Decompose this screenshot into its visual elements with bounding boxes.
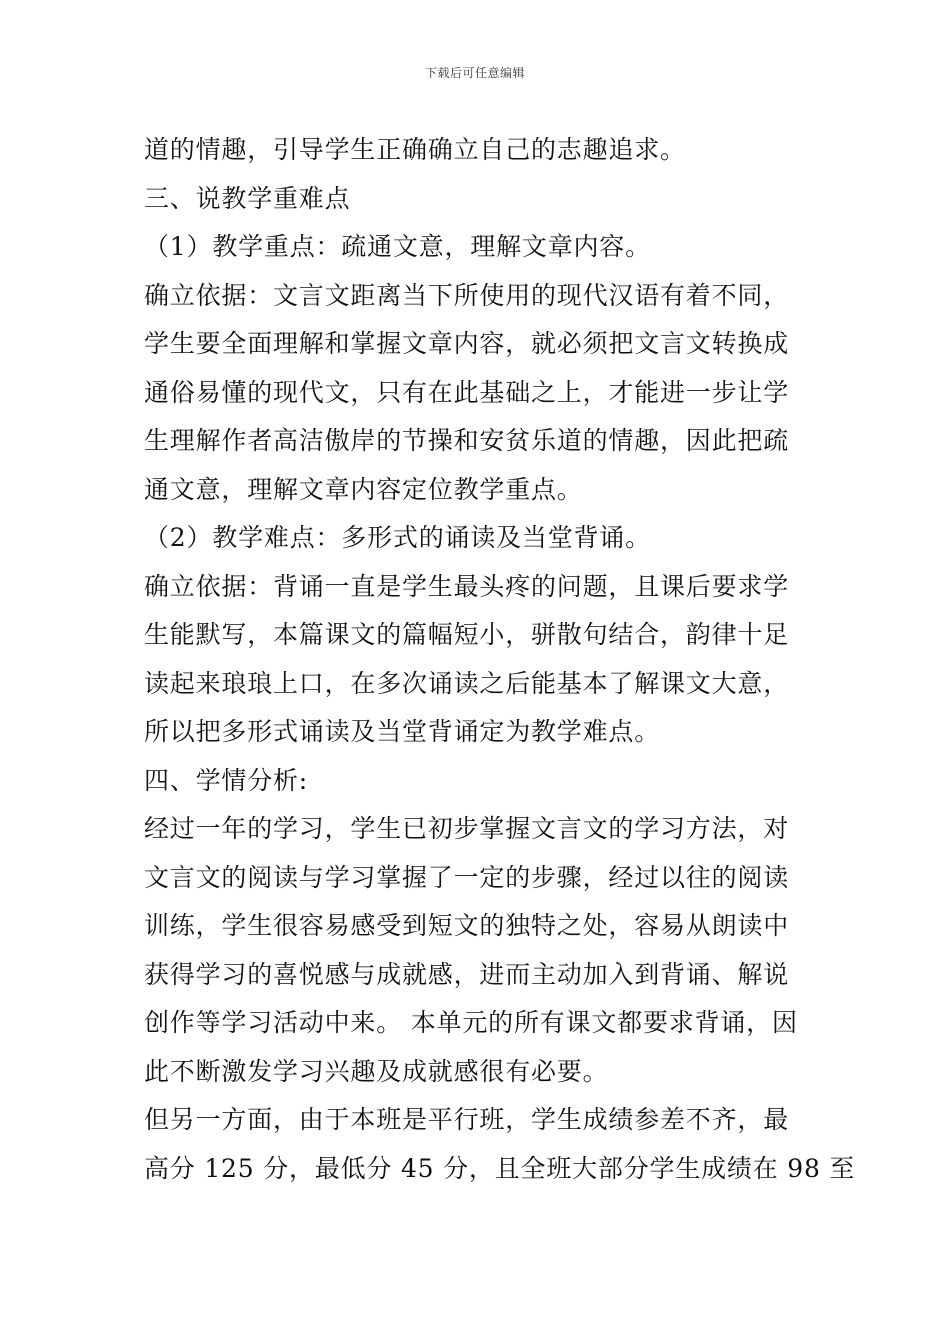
- text-line: 所以把多形式诵读及当堂背诵定为教学难点。: [144, 717, 661, 746]
- text-line: 获得学习的喜悦感与成就感，进而主动加入到背诵、解说: [144, 959, 790, 989]
- text-line: 读起来琅琅上口，在多次诵读之后能基本了解课文大意，: [144, 668, 790, 698]
- text-line: 确立依据：文言文距离当下所使用的现代汉语有着不同，: [144, 280, 790, 310]
- text-line: 生能默写，本篇课文的篇幅短小，骈散句结合，韵律十足: [144, 620, 790, 649]
- section-heading: 四、学情分析:: [144, 765, 309, 795]
- body-text: [144, 126, 856, 1193]
- text-line: 此不断激发学习兴趣及成就感很有必要。: [144, 1056, 609, 1086]
- text-line: 文言文的阅读与学习掌握了一定的步骤，经过以往的阅读: [144, 862, 790, 892]
- subheading: （2）教学难点：多形式的诵读及当堂背诵。: [144, 523, 651, 552]
- text-line: 生理解作者高洁傲岸的节操和安贫乐道的情趣，因此把疏: [144, 426, 790, 455]
- text-line: 通俗易懂的现代文，只有在此基础之上，才能进一步让学: [144, 377, 790, 407]
- text-line: 通文意，理解文章内容定位教学重点。: [144, 474, 583, 504]
- text-line: 创作等学习活动中来。 本单元的所有课文都要求背诵，因: [144, 1008, 798, 1037]
- text-line: 训练，学生很容易感受到短文的独特之处，容易从朗读中: [144, 911, 790, 940]
- section-heading: 三、说教学重难点: [144, 183, 351, 213]
- text-line: 经过一年的学习，学生已初步掌握文言文的学习方法，对: [144, 814, 790, 843]
- subheading: （1）教学重点：疏通文意，理解文章内容。: [144, 232, 651, 261]
- header-note: 下载后可任意编辑: [424, 66, 525, 80]
- text-line: 道的情趣，引导学生正确确立自己的志趣追求。: [144, 135, 686, 164]
- text-line: 高分 125 分，最低分 45 分，且全班大部分学生成绩在 98 至: [144, 1153, 856, 1183]
- text-line: 学生要全面理解和掌握文章内容，就必须把文言文转换成: [144, 329, 790, 358]
- text-line: 确立依据：背诵一直是学生最头疼的问题，且课后要求学: [144, 571, 790, 601]
- text-line: 但另一方面，由于本班是平行班，学生成绩参差不齐，最: [144, 1105, 790, 1134]
